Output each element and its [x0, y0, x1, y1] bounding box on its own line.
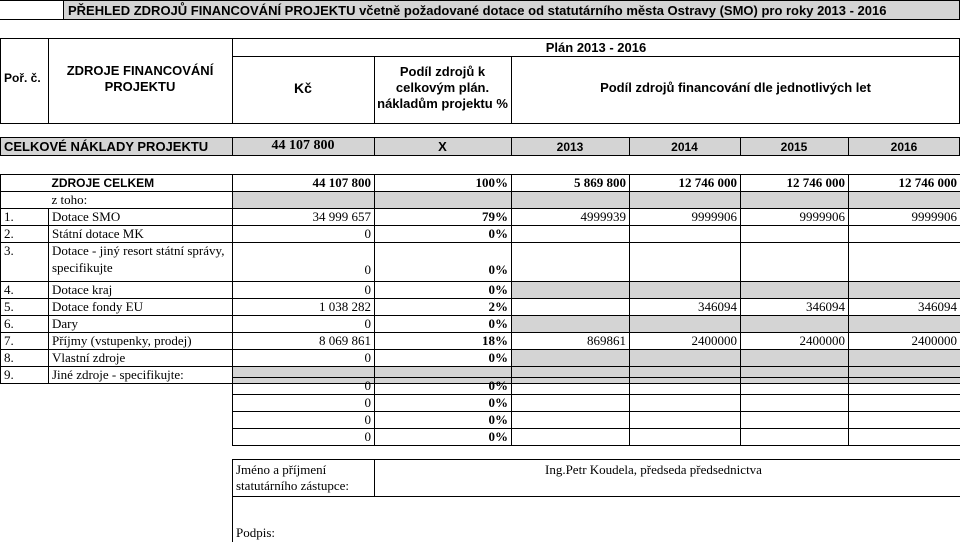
table-row — [1, 350, 960, 367]
row-2013: 869861 — [512, 333, 630, 350]
table-row — [1, 243, 960, 260]
extra-kc: 0 — [233, 412, 375, 429]
totals-label: CELKOVÉ NÁKLADY PROJEKTU — [4, 139, 209, 154]
extra-kc: 0 — [233, 429, 375, 446]
row-kc: 0 — [233, 226, 375, 243]
row-num: 8. — [1, 350, 49, 367]
row-num: 5. — [1, 299, 49, 316]
table-row — [1, 316, 960, 333]
extra-pct: 0% — [375, 378, 512, 395]
header-por-c: Poř. č. — [4, 71, 41, 85]
jmeno-value: Ing.Petr Koudela, předseda předsednictva — [545, 462, 762, 477]
zdroje-celkem-pct: 100% — [375, 175, 512, 192]
extra-sources-table — [232, 377, 960, 446]
totals-year-2014: 2014 — [671, 140, 698, 154]
row-pct: 0% — [375, 282, 512, 299]
row-2014: 2400000 — [630, 333, 741, 350]
row-num: 2. — [1, 226, 49, 243]
zdroje-celkem-2015: 12 746 000 — [741, 175, 849, 192]
zdroje-celkem-2016: 12 746 000 — [849, 175, 960, 192]
extra-kc: 0 — [233, 395, 375, 412]
jmeno-label-line1: Jméno a příjmení — [236, 462, 327, 477]
row-2015: 346094 — [741, 299, 849, 316]
totals-x: X — [438, 139, 447, 154]
jmeno-label-line2: statutárního zástupce: — [236, 478, 349, 493]
header-podil-let: Podíl zdrojů financování dle jednotlivých let — [600, 80, 871, 95]
page-title: PŘEHLED ZDROJŮ FINANCOVÁNÍ PROJEKTU včetně požadované dotace od statutárního města Ostravy (SMO) pro roky 2013 - 2016 — [68, 3, 887, 18]
row-label: Dotace SMO — [49, 209, 233, 226]
row-label: Dary — [49, 316, 233, 333]
row-2013 — [512, 299, 630, 316]
zdroje-celkem-2014: 12 746 000 — [630, 175, 741, 192]
table-row — [233, 412, 960, 429]
row-kc: 0 — [233, 260, 375, 282]
row-kc: 8 069 861 — [233, 333, 375, 350]
row-pct: 0% — [375, 350, 512, 367]
header-podil-line2: celkovým plán. — [395, 80, 490, 95]
header-kc: Kč — [294, 80, 312, 96]
zdroje-celkem-kc: 44 107 800 — [233, 175, 375, 192]
row-label: Dotace kraj — [49, 282, 233, 299]
table-row — [1, 209, 960, 226]
extra-pct: 0% — [375, 412, 512, 429]
header-zdroje-line1: ZDROJE FINANCOVÁNÍ — [66, 63, 214, 78]
row-num: 6. — [1, 316, 49, 333]
row-num: 7. — [1, 333, 49, 350]
table-row-continued — [1, 260, 960, 282]
sources-table — [0, 174, 960, 384]
row-2016: 346094 — [849, 299, 960, 316]
header-plan: Plán 2013 - 2016 — [545, 40, 647, 55]
row-kc: 0 — [233, 282, 375, 299]
row-num: 9. — [1, 367, 49, 384]
z-toho-label: z toho: — [49, 192, 233, 209]
table-row — [233, 395, 960, 412]
row-pct: 0% — [375, 226, 512, 243]
totals-kc: 44 107 800 — [271, 138, 335, 153]
zdroje-celkem-2013: 5 869 800 — [512, 175, 630, 192]
header-zdroje-line2: PROJEKTU — [104, 79, 176, 94]
row-kc: 0 — [233, 316, 375, 333]
extra-kc: 0 — [233, 378, 375, 395]
extra-pct: 0% — [375, 429, 512, 446]
row-num: 1. — [1, 209, 49, 226]
row-2014: 9999906 — [630, 209, 741, 226]
row-kc: 1 038 282 — [233, 299, 375, 316]
table-row-zdroje-celkem — [1, 175, 960, 192]
row-2014: 346094 — [630, 299, 741, 316]
row-label: Vlastní zdroje — [49, 350, 233, 367]
row-pct: 79% — [375, 209, 512, 226]
row-kc: 34 999 657 — [233, 209, 375, 226]
row-num: 4. — [1, 282, 49, 299]
row-kc: 0 — [233, 350, 375, 367]
totals-year-2013: 2013 — [556, 140, 584, 154]
podpis-label: Podpis: — [236, 525, 276, 540]
row-pct: 0% — [375, 260, 512, 282]
row-2013: 4999939 — [512, 209, 630, 226]
table-row-z-toho — [1, 192, 960, 209]
table-row — [1, 333, 960, 350]
row-2015: 2400000 — [741, 333, 849, 350]
totals-year-2015: 2015 — [780, 140, 808, 154]
row-2016: 9999906 — [849, 209, 960, 226]
zdroje-celkem-label: ZDROJE CELKEM — [49, 175, 233, 192]
row-pct: 2% — [375, 299, 512, 316]
row-label-2: specifikujte — [49, 260, 233, 282]
row-2016: 2400000 — [849, 333, 960, 350]
table-row — [1, 226, 960, 243]
table-row — [233, 378, 960, 395]
row-num: 3. — [1, 243, 49, 260]
row-label: Státní dotace MK — [49, 226, 233, 243]
row-label: Příjmy (vstupenky, prodej) — [49, 333, 233, 350]
row-pct: 18% — [375, 333, 512, 350]
totals-year-2016: 2016 — [890, 140, 918, 154]
row-label: Dotace fondy EU — [49, 299, 233, 316]
extra-pct: 0% — [375, 395, 512, 412]
header-podil-line1: Podíl zdrojů k — [399, 64, 486, 79]
table-row — [1, 282, 960, 299]
row-2015: 9999906 — [741, 209, 849, 226]
row-label: Dotace - jiný resort státní správy, — [49, 243, 233, 260]
header-podil-line3: nákladům projektu % — [377, 96, 508, 111]
table-row — [1, 299, 960, 316]
table-row — [233, 429, 960, 446]
row-label: Jiné zdroje - specifikujte: — [49, 367, 233, 384]
row-pct: 0% — [375, 316, 512, 333]
